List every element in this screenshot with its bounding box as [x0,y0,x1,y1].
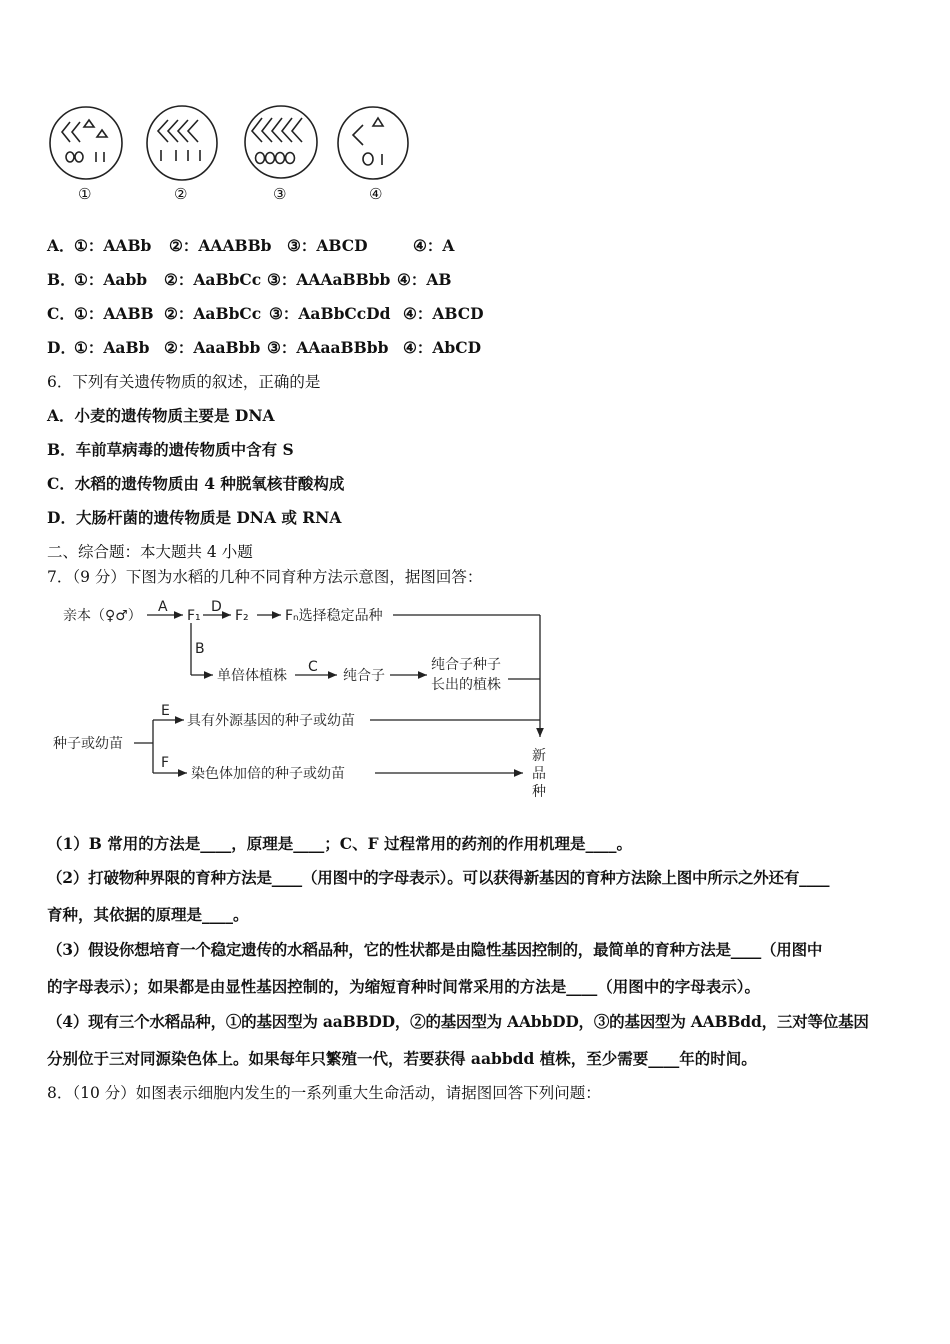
diagram-label-c: C [308,659,318,675]
cell-4 [338,107,408,179]
q7-sub4-line1: （4）现有三个水稻品种，①的基因型为 aaBBDD，②的基因型为 AAbbDD，③的基因型为 AABBdd，三对等位基因 [47,1012,869,1031]
diagram-seedling: 种子或幼苗 [53,736,123,752]
diagram-haploid: 单倍体植株 [217,668,287,684]
q7-sub2-line1: （2）打破物种界限的育种方法是____（用图中的字母表示）。可以获得新基因的育种方法除上图中所示之外还有____ [47,868,830,887]
diagram-fn: Fₙ选择稳定品种 [285,608,383,624]
diagram-doubled: 染色体加倍的种子或幼苗 [191,766,345,782]
q7-sub2-line2: 育种，其依据的原理是____。 [47,905,249,924]
q5-option-d: D． ①：AaBb ②：AaaBbb ③：AAaaBBbb ④：AbCD [47,338,482,357]
q6-option-a: A．小麦的遗传物质主要是 DNA [47,406,275,425]
q6-option-b: B．车前草病毒的遗传物质中含有 S [47,440,294,459]
cell-label-1: ① [78,185,92,203]
q6-option-c: C．水稻的遗传物质由 4 种脱氧核苷酸构成 [47,474,345,493]
q7-sub3-line2: 的字母表示）；如果都是由显性基因控制的，为缩短育种时间常采用的方法是____（用图中的字母表示）。 [47,977,761,996]
section-2-heading: 二、综合题：本大题共 4 小题 [47,543,253,561]
diagram-foreign-gene: 具有外源基因的种子或幼苗 [187,713,355,729]
cell-label-2: ② [174,185,188,203]
q5-option-c: C． ①：AABB ②：AaBbCc ③：AaBbCcDd ④：ABCD [47,304,484,323]
q7-sub3-line1: （3）假设你想培育一个稳定遗传的水稻品种，它的性状都是由隐性基因控制的，最简单的育种方法是____（用图中 [47,940,823,959]
q6-stem: 6．下列有关遗传物质的叙述，正确的是 [47,373,321,391]
diagram-homozygote: 纯合子 [343,668,385,684]
q8-stem: 8．（10 分）如图表示细胞内发生的一系列重大生命活动，请据图回答下列问题： [47,1084,601,1102]
diagram-homo-seed-2: 长出的植株 [431,677,501,693]
diagram-homo-seed-1: 纯合子种子 [431,657,501,673]
cell-label-4: ④ [369,185,383,203]
cell-label-3: ③ [273,185,287,203]
diagram-f2: F₂ [235,608,249,624]
q7-sub1: （1）B 常用的方法是____，原理是____；C、F 过程常用的药剂的作用机理是____。 [47,834,633,853]
q6-option-d: D．大肠杆菌的遗传物质是 DNA 或 RNA [47,508,342,527]
breeding-diagram [45,595,555,810]
diagram-label-e: E [161,703,170,719]
diagram-new-3: 种 [532,784,546,800]
diagram-parents: 亲本（♀♂） [63,608,142,624]
q7-sub4-line2: 分别位于三对同源染色体上。如果每年只繁殖一代，若要获得 aabbdd 植株，至少需要____年的时间。 [47,1049,757,1068]
cell-1 [50,107,122,179]
diagram-new-1: 新 [532,748,546,764]
diagram-f1: F₁ [187,608,201,624]
diagram-label-d: D [211,599,222,615]
diagram-label-f: F [161,755,170,771]
diagram-new-2: 品 [532,766,546,782]
cell-2 [147,106,217,180]
diagram-label-a: A [158,599,168,615]
q5-option-a: A． ①：AABb ②：AAABBb ③：ABCD ④：A [47,236,455,255]
diagram-label-b: B [195,641,205,657]
q7-stem: 7．（9 分）下图为水稻的几种不同育种方法示意图，据图回答： [47,568,483,586]
q5-option-b: B． ①：Aabb ②：AaBbCc ③：AAAaBBbb ④：AB [47,270,452,289]
